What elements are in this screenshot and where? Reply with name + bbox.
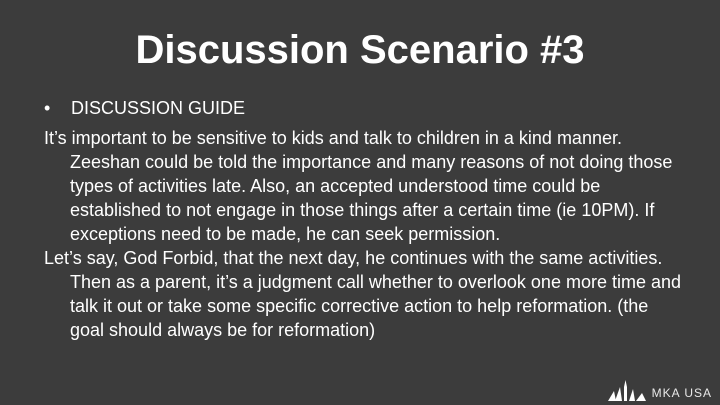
slide-content bbox=[44, 96, 684, 342]
bullet-symbol: • bbox=[44, 98, 51, 118]
paragraph: Let’s say, God Forbid, that the next day, he continues with the same activities. Then as a parent, it’s a judgment call whether to overlook one more time and talk it out or take some specific corrective action to help reformation. (the goal should always be for reformation) bbox=[44, 248, 682, 340]
logo bbox=[606, 379, 712, 401]
logo-text: MKA USA bbox=[651, 386, 712, 400]
bullet-heading: DISCUSSION GUIDE bbox=[71, 98, 246, 118]
minaret-logo-icon bbox=[606, 379, 648, 401]
slide-title: Discussion Scenario #3 bbox=[135, 28, 585, 72]
paragraph: It’s important to be sensitive to kids and talk to children in a kind manner. Zeeshan could be told the importance and many reasons of not doing those types of activities late. Also, an accepted understood time could be established to not engage in those things after a certain time (ie 10PM). If exceptions need to be made, he can seek permission. bbox=[44, 128, 673, 244]
bullet-item bbox=[44, 96, 684, 120]
